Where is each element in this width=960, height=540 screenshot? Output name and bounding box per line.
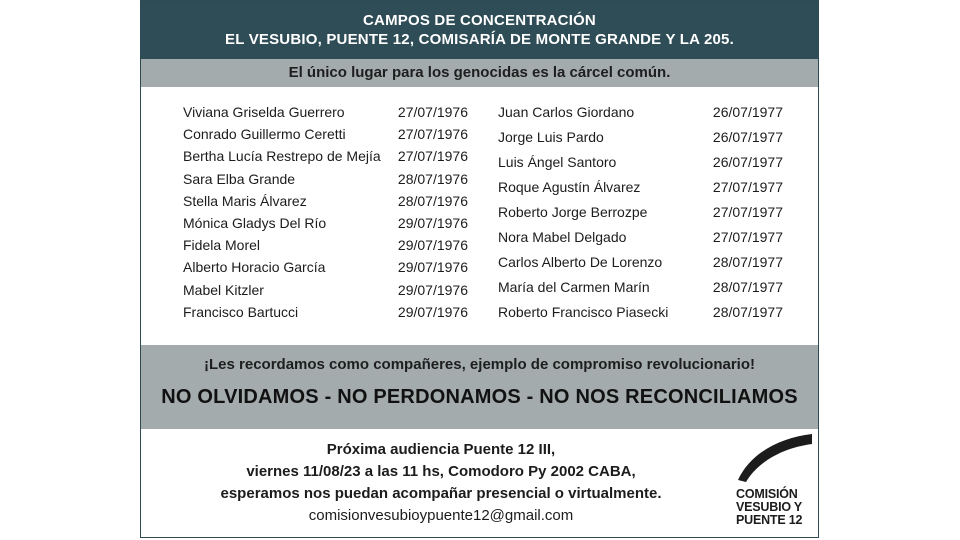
- victim-name: Bertha Lucía Restrepo de Mejía: [183, 148, 381, 165]
- victim-date: 26/07/1977: [712, 104, 783, 120]
- victim-date: 27/07/1977: [712, 229, 783, 245]
- header-title: CAMPOS DE CONCENTRACIÓN: [363, 12, 596, 29]
- victim-name: Francisco Bartucci: [183, 303, 299, 320]
- logo-text-3: PUENTE 12: [736, 513, 803, 527]
- hearing-line-2: viernes 11/08/23 a las 11 hs, Comodoro Py 2002 CABA,: [246, 463, 636, 480]
- victim-name: María del Carmen Marín: [498, 279, 650, 295]
- victim-date: 29/07/1976: [397, 281, 468, 298]
- hearing-line-3: esperamos nos puedan acompañar presencial o virtualmente.: [220, 485, 662, 502]
- victim-date: 27/07/1977: [712, 204, 783, 220]
- victim-date: 29/07/1976: [397, 214, 468, 231]
- victim-date: 28/07/1976: [397, 192, 468, 209]
- victim-row: [498, 104, 783, 129]
- hearing-info: [161, 439, 721, 527]
- header-banner: [141, 1, 818, 59]
- victim-name: Roberto Francisco Piasecki: [498, 304, 669, 320]
- subheader: El único lugar para los genocidas es la cárcel común.: [141, 59, 818, 87]
- footer: [141, 429, 818, 537]
- slogan-text: NO OLVIDAMOS - NO PERDONAMOS - NO NOS RECONCILIAMOS: [161, 386, 798, 408]
- hearing-line-1: Próxima audiencia Puente 12 III,: [326, 441, 556, 458]
- victim-name: Fidela Morel: [183, 237, 261, 254]
- remember-text: ¡Les recordamos como compañeres, ejemplo de compromiso revolucionario!: [204, 356, 755, 373]
- contact-email: comisionvesubioypuente12@gmail.com: [308, 507, 574, 524]
- victim-date: 26/07/1977: [712, 129, 783, 145]
- victim-row: [183, 215, 468, 237]
- victim-name: Roque Agustín Álvarez: [498, 179, 641, 195]
- victim-name: Juan Carlos Giordano: [498, 104, 635, 120]
- victim-name: Mabel Kitzler: [183, 281, 264, 298]
- victim-date: 28/07/1977: [712, 279, 783, 295]
- victim-name: Alberto Horacio García: [183, 259, 326, 276]
- victim-date: 29/07/1976: [397, 303, 468, 320]
- victim-date: 27/07/1977: [712, 179, 783, 195]
- victim-row: [498, 279, 783, 304]
- header-subtitle: EL VESUBIO, PUENTE 12, COMISARÍA DE MONTE GRANDE Y LA 205.: [225, 31, 734, 48]
- logo-text-2: VESUBIO Y: [736, 500, 803, 514]
- victim-date: 29/07/1976: [397, 237, 468, 254]
- victims-column-left: [183, 104, 468, 326]
- victim-date: 26/07/1977: [712, 154, 783, 170]
- victim-row: [183, 282, 468, 304]
- victim-name: Mónica Gladys Del Río: [183, 214, 327, 231]
- victim-date: 27/07/1976: [397, 126, 468, 143]
- victim-name: Stella Maris Álvarez: [183, 192, 307, 209]
- victim-row: [183, 193, 468, 215]
- victim-row: [183, 104, 468, 126]
- memorial-card: [140, 0, 819, 538]
- victim-row: [498, 129, 783, 154]
- victim-name: Luis Ángel Santoro: [498, 154, 617, 170]
- victim-date: 28/07/1976: [397, 170, 468, 187]
- victim-row: [498, 154, 783, 179]
- victim-row: [498, 254, 783, 279]
- logo-text-1: COMISIÓN: [736, 487, 798, 501]
- victim-row: [498, 229, 783, 254]
- victim-name: Roberto Jorge Berrozpe: [498, 204, 648, 220]
- victim-row: [183, 171, 468, 193]
- victim-date: 27/07/1976: [397, 104, 468, 120]
- victim-date: 28/07/1977: [712, 254, 783, 270]
- victim-date: 28/07/1977: [712, 304, 783, 320]
- victim-name: Jorge Luis Pardo: [498, 129, 604, 145]
- victim-name: Nora Mabel Delgado: [498, 229, 627, 245]
- victim-row: [498, 179, 783, 204]
- logo-arc-icon: [736, 432, 812, 484]
- victim-row: [498, 304, 783, 329]
- victims-list: [141, 87, 818, 345]
- victims-column-right: [498, 104, 783, 329]
- victim-row: [183, 126, 468, 148]
- slogan-band: [141, 345, 818, 429]
- victim-date: 27/07/1976: [397, 148, 468, 165]
- victim-row: [183, 237, 468, 259]
- victim-name: Conrado Guillermo Ceretti: [183, 126, 346, 143]
- victim-name: Sara Elba Grande: [183, 170, 296, 187]
- victim-name: Carlos Alberto De Lorenzo: [498, 254, 663, 270]
- victim-date: 29/07/1976: [397, 259, 468, 276]
- victim-row: [498, 204, 783, 229]
- victim-row: [183, 148, 468, 170]
- victim-name: Viviana Griselda Guerrero: [183, 104, 345, 120]
- comision-logo: [736, 432, 812, 532]
- victim-row: [183, 304, 468, 326]
- victim-row: [183, 259, 468, 281]
